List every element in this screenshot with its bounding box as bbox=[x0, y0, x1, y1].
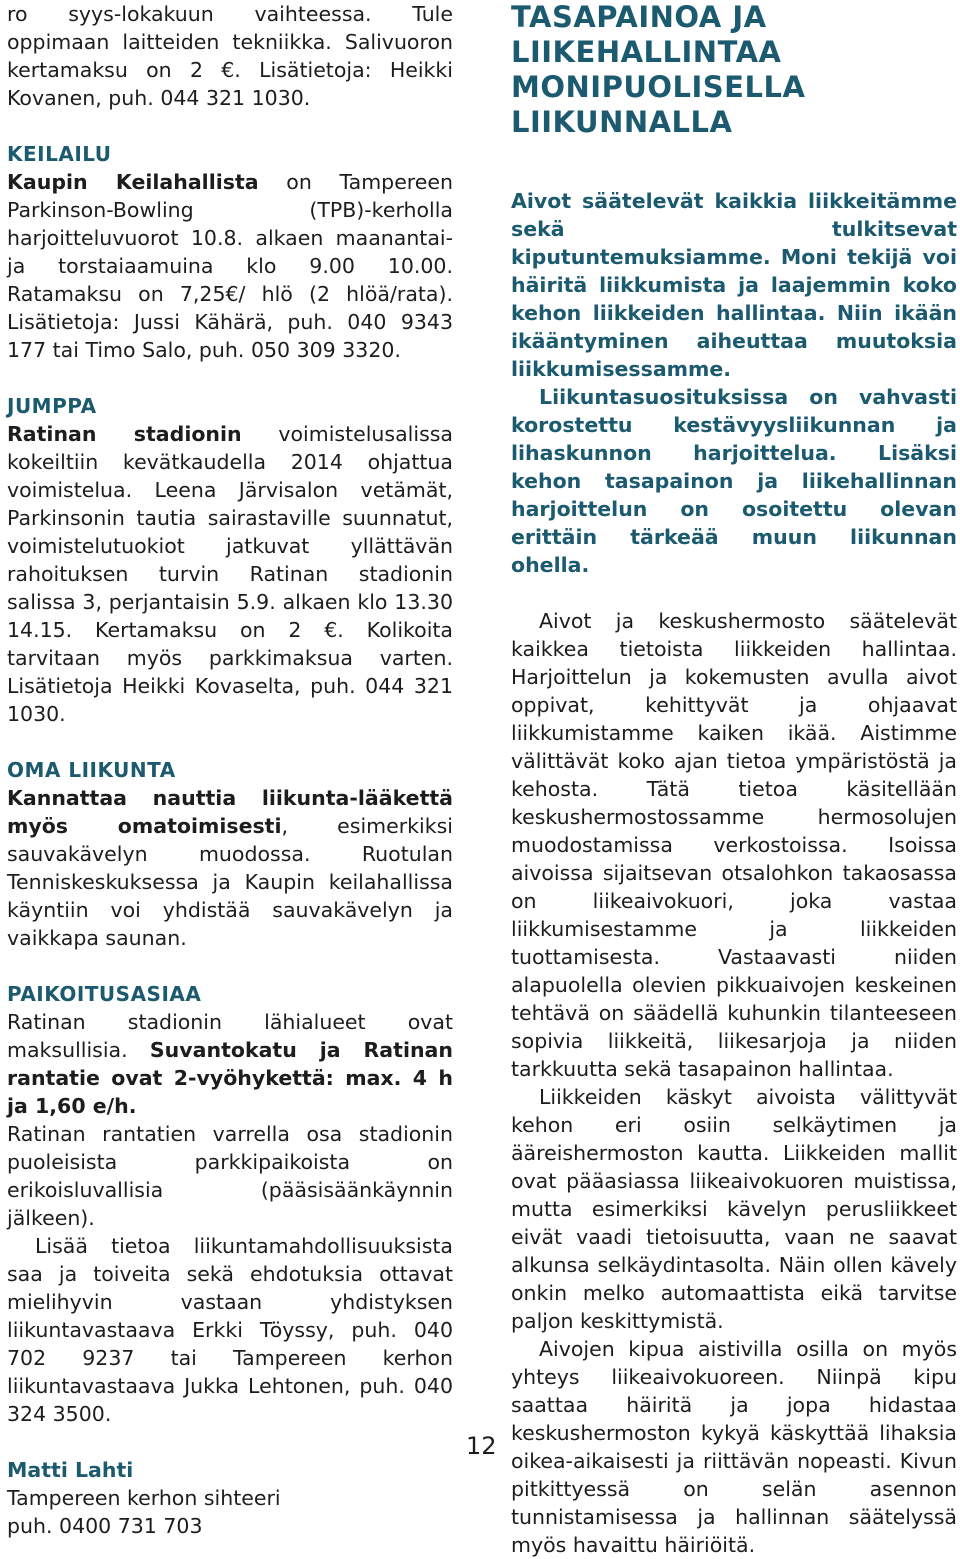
jumppa-heading: JUMPPA bbox=[7, 394, 97, 418]
paikoitus-paragraph-1 bbox=[7, 1008, 453, 1120]
signature-name: Matti Lahti bbox=[7, 1458, 134, 1482]
oma-liikunta-section bbox=[7, 756, 453, 952]
signature-phone: puh. 0400 731 703 bbox=[7, 1514, 203, 1538]
left-column bbox=[7, 0, 453, 1540]
signature-role: Tampereen kerhon sihteeri bbox=[7, 1486, 281, 1510]
jumppa-section bbox=[7, 392, 453, 728]
article-title bbox=[511, 0, 957, 140]
oma-liikunta-paragraph bbox=[7, 784, 453, 952]
paikoitus-section bbox=[7, 980, 453, 1428]
jumppa-paragraph bbox=[7, 420, 453, 728]
jumppa-bold: Ratinan stadionin bbox=[7, 422, 242, 446]
signature-block bbox=[7, 1456, 453, 1540]
jumppa-text: voimistelusalissa kokeiltiin kevätkaudella 2014 ohjattua voimistelua. Leena Järvisalon vetämät, Parkinsonin tautia sairastaville suunnatut, voimistelutuokiot jatkuvat yllättävän rahoituksen turvin Ratinan stadionin salissa 3, perjantaisin 5.9. alkaen klo 13.30 14.15. Kertamaksu on 2 €. Kolikoita tarvitaan myös parkkimaksua varten. Lisätietoja Heikki Kovaselta, puh. 044 321 1030. bbox=[7, 422, 453, 726]
right-column bbox=[511, 0, 957, 1559]
paikoitus-heading: PAIKOITUSASIAA bbox=[7, 982, 202, 1006]
lead-paragraph-1: Aivot säätelevät kaikkia liikkeitämme sekä tulkitsevat kiputuntemuksiamme. Moni tekijä voi häiritä liikkumista ja laajemmin koko kehon liikkeiden hallintaa. Niin ikään ikääntyminen aiheuttaa muutoksia liikkumisessamme. bbox=[511, 189, 957, 381]
paikoitus-paragraph-2: Ratinan rantatien varrella osa stadionin puoleisista parkkipaikoista on erikoisluvallisia (pääsisäänkäynnin jälkeen). bbox=[7, 1122, 453, 1230]
keilailu-bold: Kaupin Keilahallista bbox=[7, 170, 259, 194]
lead-paragraph-2: Liikuntasuosituksissa on vahvasti korostettu kestävyysliikunnan ja lihaskunnon harjoittelua. Lisäksi kehon tasapainon ja liikehallinnan harjoittelun on osoitettu olevan erittäin tärkeää muun liikunnan ohella. bbox=[511, 385, 957, 577]
body-paragraph-2: Liikkeiden käskyt aivoista välittyvät kehon eri osiin selkäytimen ja ääreishermoston kautta. Liikkeiden mallit ovat pääasiassa liikeaivokuoren muistissa, mutta esimerkiksi kävelyn perusliikkeet eivät vaadi tietoisuutta, vaan ne saavat alkunsa selkäydintasolta. Näin ollen kävely onkin melko automaattista eikä tarvitse paljon keskittymistä. bbox=[511, 1085, 957, 1333]
keilailu-paragraph bbox=[7, 168, 453, 364]
oma-liikunta-heading: OMA LIIKUNTA bbox=[7, 758, 176, 782]
paikoitus-bold: Suvantokatu ja Ratinan rantatie ovat 2-vyöhykettä: max. 4 h ja 1,60 e/h. bbox=[7, 1038, 453, 1118]
title-line-3: MONIPUOLISELLA bbox=[511, 70, 806, 104]
oma-liikunta-bold: Kannattaa nauttia liikunta-lääkettä myös omatoimisesti bbox=[7, 786, 453, 838]
paikoitus-text-1: Ratinan stadionin lähialueet ovat maksullisia. bbox=[7, 1010, 453, 1062]
keilailu-section bbox=[7, 140, 453, 364]
keilailu-heading: KEILAILU bbox=[7, 142, 112, 166]
title-line-2: LIIKEHALLINTAA bbox=[511, 35, 782, 69]
article-body bbox=[511, 607, 957, 1559]
article-lead bbox=[511, 187, 957, 579]
page-number: 12 bbox=[466, 1432, 497, 1460]
keilailu-text: on Tampereen Parkinson-Bowling (TPB)-kerholla harjoitteluvuorot 10.8. alkaen maanantai- ja torstaiaamuina klo 9.00 10.00. Ratamaksu on 7,25€/ hlö (2 hlöä/rata). Lisätietoja: Jussi Kähärä, puh. 040 9343 177 tai Timo Salo, puh. 050 309 3320. bbox=[7, 170, 453, 362]
title-line-4: LIIKUNNALLA bbox=[511, 105, 733, 139]
paikoitus-paragraph-3: Lisää tietoa liikuntamahdollisuuksista saa ja toiveita sekä ehdotuksia ottavat mielihyvin vastaan yhdistyksen liikuntavastaava Erkki Töyssy, puh. 040 702 9237 tai Tampereen kerhon liikuntavastaava Jukka Lehtonen, puh. 040 324 3500. bbox=[7, 1234, 453, 1426]
body-paragraph-1: Aivot ja keskushermosto säätelevät kaikkea tietoista liikkeiden hallintaa. Harjoittelun ja kokemusten avulla aivot oppivat, kehittyvät ja ohjaavat liikkumistamme kaiken ikää. Aistimme välittävät koko ajan tietoa ympäristöstä ja kehosta. Tätä tietoa käsitellään keskushermostossamme hermosolujen muodostamissa verkostoissa. Isoissa aivoissa sijaitsevan otsalohkon takaosassa on liikeaivokuori, joka vastaa liikkumisestamme ja liikkeiden tuottamisesta. Vastaavasti niiden alapuolella olevien pikkuaivojen keskeinen tehtävä on säädellä kuhunkin tilanteeseen sopivia liikkeitä, liikesarjoja ja niiden tarkkuutta sekä tasapainon hallintaa. bbox=[511, 609, 957, 1081]
intro-paragraph: ro syys-lokakuun vaihteessa. Tule oppimaan laitteiden tekniikka. Salivuoron kertamaksu on 2 €. Lisätietoja: Heikki Kovanen, puh. 044 321 1030. bbox=[7, 2, 453, 110]
oma-liikunta-text: , esimerkiksi sauvakävelyn muodossa. Ruotulan Tenniskeskuksessa ja Kaupin keilahallissa käyntiin voi yhdistää sauvakävelyn ja vaikkapa saunan. bbox=[7, 814, 453, 950]
title-line-1: TASAPAINOA JA bbox=[511, 0, 767, 34]
body-paragraph-3: Aivojen kipua aistivilla osilla on myös yhteys liikeaivokuoreen. Niinpä kipu saattaa häiritä ja jopa hidastaa keskushermoston kykyä käskyttää lihaksia oikea-aikaisesti ja riittävän nopeasti. Kivun pitkittyessä on selän asennon tunnistamisessa ja hallinnan säätelyssä myös havaittu häiriöitä. bbox=[511, 1337, 957, 1557]
